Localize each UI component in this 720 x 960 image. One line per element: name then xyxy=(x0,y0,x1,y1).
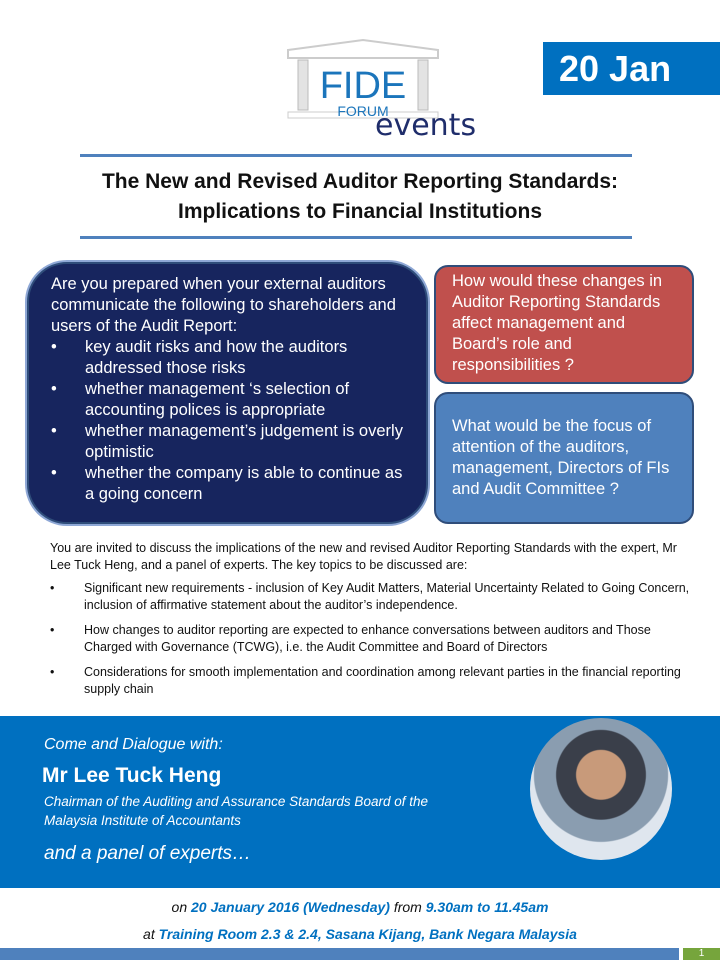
question-item: • key audit risks and how the auditors addressed those risks xyxy=(85,337,406,379)
topic-item: • Considerations for smooth implementation and coordination among relevant parties in the financial reporting supply chain xyxy=(84,664,690,698)
topic-item: • How changes to auditor reporting are expected to enhance conversations between auditors and Those Charged with Governance (TCWG), i.e. the Audit Committee and Board of Directors xyxy=(84,622,690,656)
speaker-name: Mr Lee Tuck Heng xyxy=(42,764,222,787)
divider xyxy=(80,236,632,239)
event-venue: at Training Room 2.3 & 2.4, Sasana Kijang, Bank Negara Malaysia xyxy=(143,926,577,942)
page-title xyxy=(40,167,680,227)
svg-text:FIDE: FIDE xyxy=(319,65,407,107)
events-tagline: events xyxy=(375,108,477,143)
event-datetime: on 20 January 2016 (Wednesday) from 9.30am to 11.45am xyxy=(171,899,549,915)
question-item: • whether the company is able to continue as a going concern xyxy=(85,463,406,505)
management-question-box: How would these changes in Auditor Reporting Standards affect management and Board’s role and responsibilities ? xyxy=(434,265,694,384)
questions-box xyxy=(27,262,428,524)
title-line-1: The New and Revised Auditor Reporting Standards: xyxy=(101,170,619,193)
speaker-role: Chairman of the Auditing and Assurance Standards Board of the Malaysia Institute of Accountants xyxy=(44,794,428,828)
panel-text: and a panel of experts… xyxy=(44,843,252,864)
date-badge: 20 Jan xyxy=(543,42,720,95)
questions-intro: Are you prepared when your external auditors communicate the following to shareholders and users of the Audit Report: xyxy=(51,275,396,335)
footer-bar xyxy=(0,948,679,960)
page-number: 1 xyxy=(683,948,720,960)
fide-forum-logo xyxy=(283,20,443,120)
title-line-2: Implications to Financial Institutions xyxy=(177,200,543,223)
divider xyxy=(80,154,632,157)
focus-question-box: What would be the focus of attention of the auditors, management, Directors of FIs and Audit Committee ? xyxy=(434,392,694,524)
topic-item: • Significant new requirements - inclusion of Key Audit Matters, Material Uncertainty Related to Going Concern, inclusion of affirmative statement about the auditor’s independence. xyxy=(84,580,690,614)
invitation-intro: You are invited to discuss the implications of the new and revised Auditor Reporting Standards with the expert, Mr Lee Tuck Heng, and a panel of experts. The key topics to be discussed are: xyxy=(50,541,677,572)
speaker-lead: Come and Dialogue with: xyxy=(44,736,223,753)
speaker-photo xyxy=(530,718,672,860)
question-item: • whether management’s judgement is overly optimistic xyxy=(85,421,406,463)
svg-text:FORUM: FORUM xyxy=(337,103,389,119)
invitation-text xyxy=(50,540,690,706)
question-item: • whether management ‘s selection of accounting polices is appropriate xyxy=(85,379,406,421)
